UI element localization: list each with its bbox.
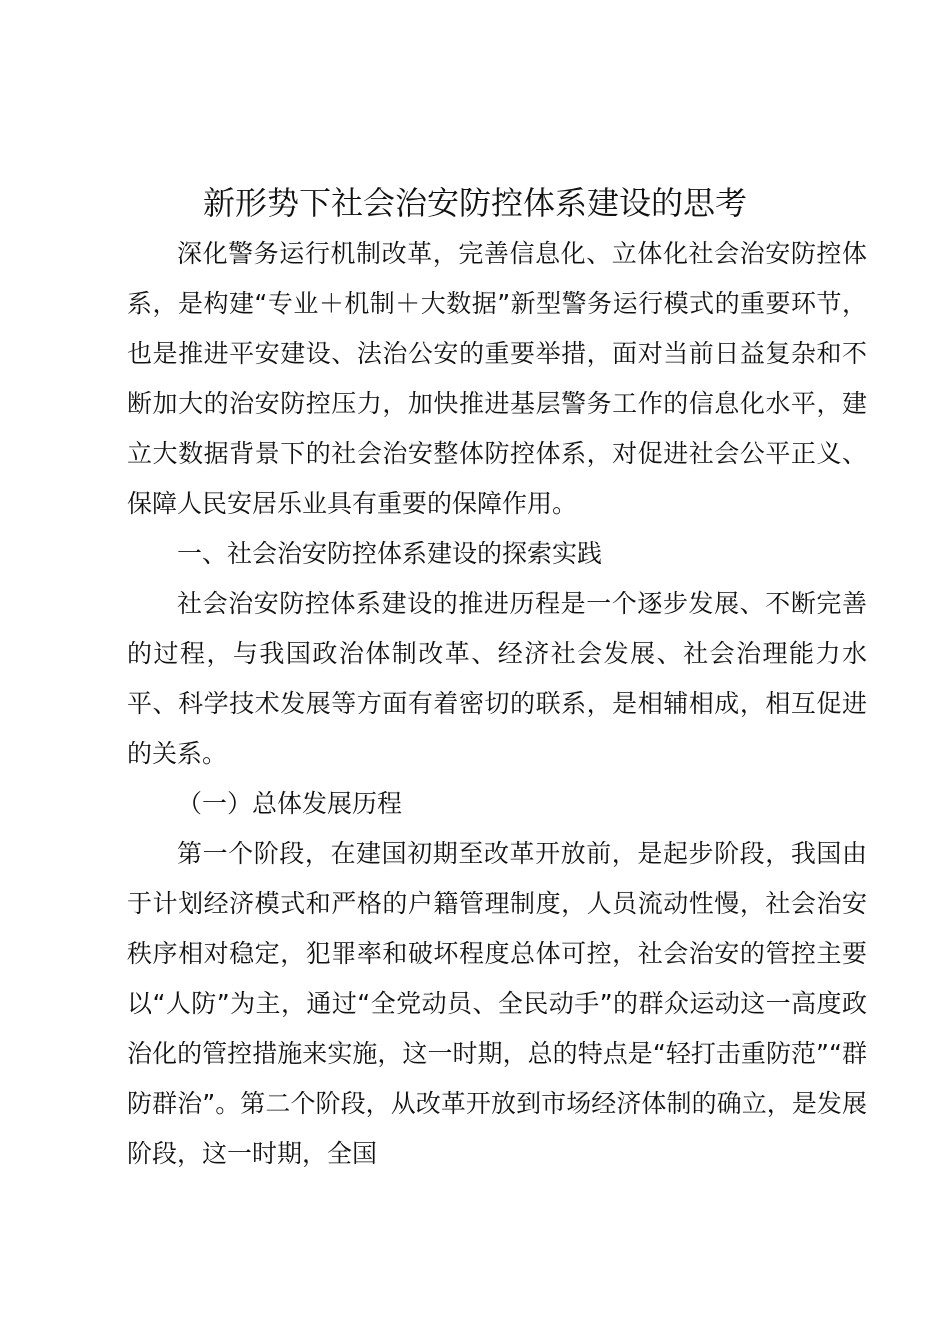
- intro-paragraph: 深化警务运行机制改革，完善信息化、立体化社会治安防控体系，是构建“专业＋机制＋大数据”新型警务运行模式的重要环节，也是推进平安建设、法治公安的重要举措，面对当前日益复杂和不断加大的治安防控压力，加快推进基层警务工作的信息化水平，建立大数据背景下的社会治安整体防控体系，对促进社会公平正义、保障人民安居乐业具有重要的保障作用。: [127, 239, 867, 518]
- document-body: [127, 229, 867, 1179]
- subsection-heading-1: （一）总体发展历程: [177, 789, 403, 818]
- section-heading-1: 一、社会治安防控体系建设的探索实践: [177, 539, 603, 568]
- section-1-paragraph: 社会治安防控体系建设的推进历程是一个逐步发展、不断完善的过程，与我国政治体制改革、经济社会发展、社会治理能力水平、科学技术发展等方面有着密切的联系，是相辅相成，相互促进的关系。: [127, 589, 867, 768]
- document-title: 新形势下社会治安防控体系建设的思考: [202, 184, 747, 222]
- subsection-1-paragraph: 第一个阶段，在建国初期至改革开放前，是起步阶段，我国由于计划经济模式和严格的户籍管理制度，人员流动性慢，社会治安秩序相对稳定，犯罪率和破坏程度总体可控，社会治安的管控主要以“人防”为主，通过“全党动员、全民动手”的群众运动这一高度政治化的管控措施来实施，这一时期，总的特点是“轻打击重防范”“群防群治”。第二个阶段，从改革开放到市场经济体制的确立，是发展阶段，这一时期，全国: [127, 839, 867, 1168]
